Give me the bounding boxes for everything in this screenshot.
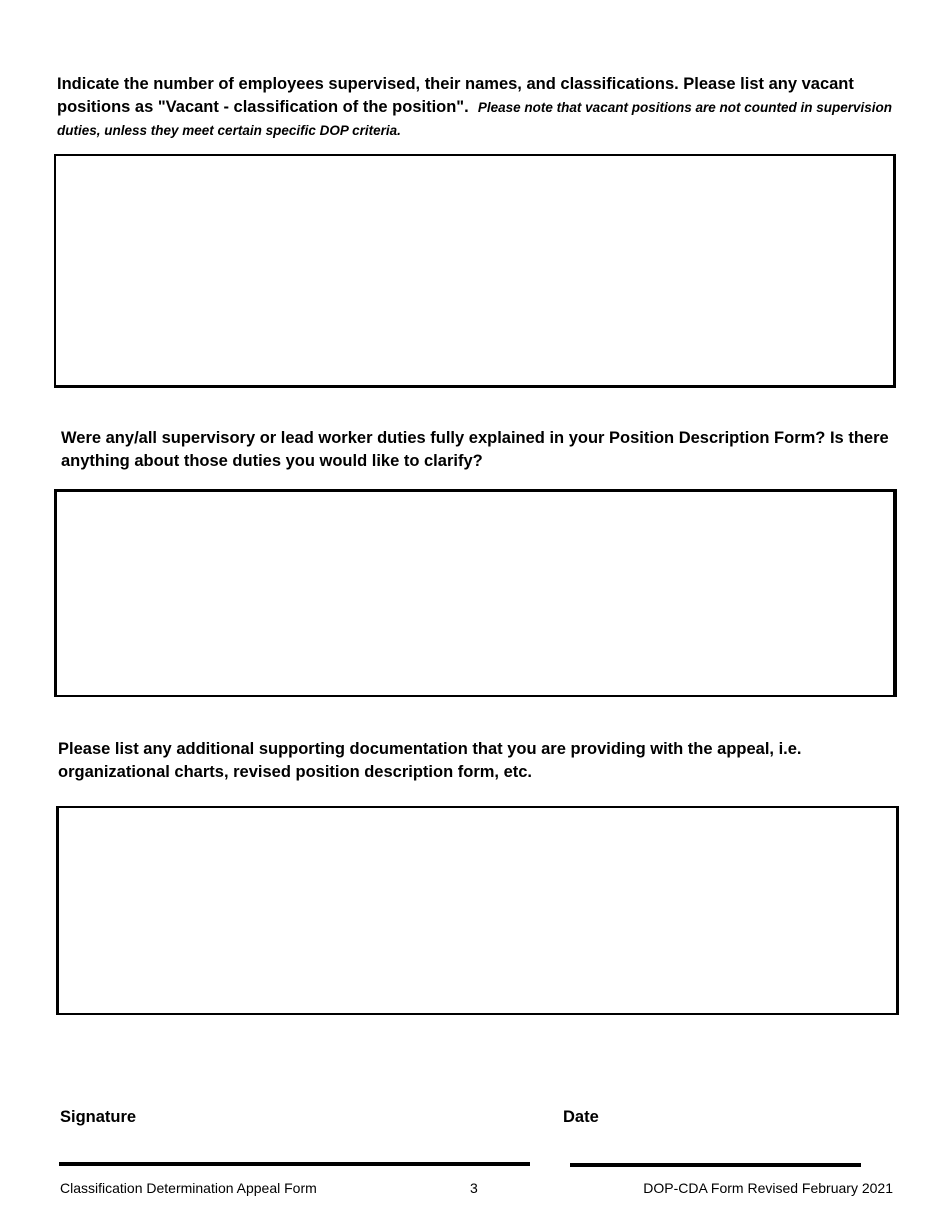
signature-line[interactable] — [59, 1162, 530, 1166]
signature-label: Signature — [60, 1108, 137, 1126]
date-label: Date — [563, 1108, 599, 1126]
question-supervised-employees — [57, 73, 919, 142]
footer-page-number: 3 — [470, 1180, 478, 1196]
question-supervisory-duties-text: Were any/all supervisory or lead worker duties fully explained in your Position Description Form? Is there anything about those duties you would like to clarify? — [61, 429, 889, 470]
supervised-employees-field[interactable] — [54, 154, 896, 388]
question-supporting-documentation-text: Please list any additional supporting documentation that you are providing with the appeal, i.e. organizational charts, revised position description form, etc. — [58, 740, 802, 781]
question-supporting-documentation — [58, 738, 838, 784]
supervisory-duties-field[interactable] — [54, 489, 897, 697]
footer-form-title: Classification Determination Appeal Form — [60, 1180, 317, 1196]
supporting-documentation-field[interactable] — [56, 806, 899, 1015]
date-line[interactable] — [570, 1163, 861, 1167]
question-supervised-employees-text: Indicate the number of employees supervised, their names, and classifications. Please list any vacant positions as "Vacant - classification of the position". — [57, 75, 854, 116]
vacant-positions-note: Please note that vacant positions are not counted in supervision duties, unless they meet certain specific DOP criteria. — [57, 100, 892, 138]
footer-revision: DOP-CDA Form Revised February 2021 — [643, 1180, 893, 1196]
question-supervisory-duties — [61, 427, 901, 473]
